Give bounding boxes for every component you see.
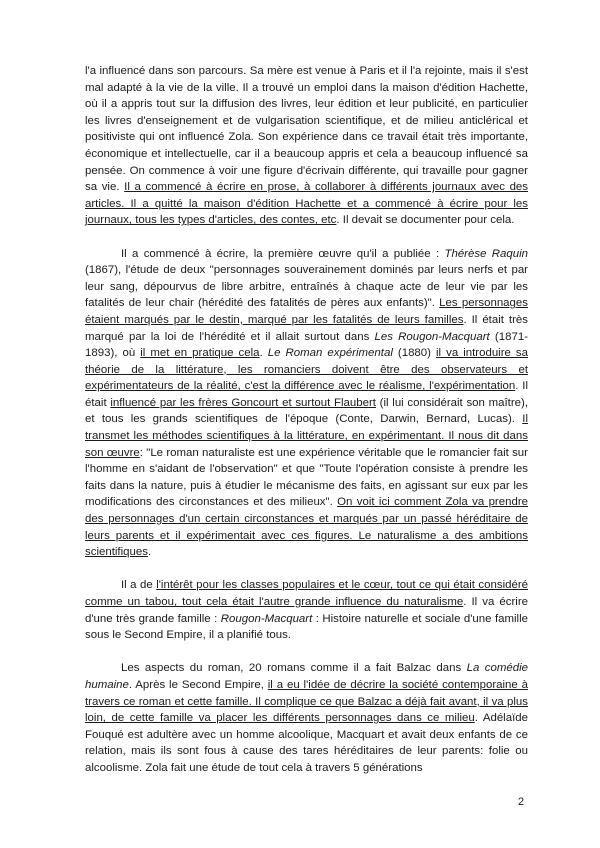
- underlined-passage: l'intérêt pour les classes populaires et le cœur, tout ce qui était considéré comme un tabou, tout cela était l'autre grande influence du naturalisme: [85, 579, 529, 608]
- text-run: l'a influencé dans son parcours. Sa mère est venue à Paris et il l'a rejointe, mais il s'est mal adapté à la vie de la ville. Il a trouvé un emploi dans la maison d'édition Hachette, où il a appris tout sur la diffusion des livres, leur édition et leur publicité, en particulier les livres d'enseignement et de vulgarisation scientifique, et de milieu anticlérical et positiviste qui ont influencé Zola. Son expérience dans ce travail était très importante, économique et intellectuelle, car il a beaucoup appris et cela a beaucoup influencé sa pensée. On commence à voir une figure d'écrivain différente, qui travaille pour gagner sa vie.: [85, 65, 528, 194]
- text-run: (1867), l'étude de deux "personnages souverainement dominés par leurs nerfs et par leur sang, dépourvus de libre arbitre, entraînés à chaque acte de leur vie par les fatalités de leur chair (hérédité des fatalités de pères aux enfants)".: [85, 264, 528, 310]
- text-run: Les aspects du roman, 20 romans comme il a fait Balzac dans: [121, 662, 467, 675]
- underlined-passage: il met en pratique cela: [140, 347, 260, 360]
- text-run: .: [147, 546, 152, 559]
- text-run: : Histoire naturelle et sociale d'une famille sous le Second Empire, il a planifié tous.: [85, 612, 528, 642]
- underlined-passage: Il transmet les méthodes scientifiques à la littérature, en expérimentant. Il nous dit dans son œuvre: [85, 413, 528, 459]
- paragraph-3: [85, 577, 528, 643]
- underlined-passage: il a eu l'idée de décrire la société contemporaine à travers ce roman et cette famille. Il complique ce que Balzac a déjà fait avant, il va plus loin, de cette famille va placer les différents personnages dans ce milieu: [85, 678, 528, 725]
- text-run: Il a de: [121, 579, 157, 592]
- paragraph-2: [85, 246, 528, 561]
- book-title: Rougon-Macquart: [220, 612, 313, 625]
- text-run: : "Le roman naturaliste est une expérience véritable que le romancier fait sur l'homme en s'aidant de l'observation" et que "Toute l'opération consiste à prendre les faits dans la nature, puis à étudier le mécanisme des faits, en agissant sur eux par les modifications des circonstances et des milieux".: [85, 446, 528, 509]
- book-title: Thérèse Raquin: [444, 247, 528, 260]
- paragraph-1: [85, 63, 528, 229]
- book-title: Les Rougon-Macquart: [374, 330, 490, 343]
- text-run: (1871-1893), où: [85, 330, 528, 360]
- text-run: . Il était: [85, 380, 528, 409]
- underlined-passage: Les personnages étaient marqués par le destin, marqué par les fatalités de leurs familles: [85, 297, 528, 326]
- book-title: La comédie humaine: [85, 662, 528, 691]
- text-run: . Il était très marqué par la loi de l'hérédité et il allait surtout dans: [85, 313, 528, 343]
- paragraph-4: [85, 660, 528, 776]
- text-run: . Après le Second Empire,: [128, 678, 268, 691]
- text-run: . Il va écrire d'une très grande famille :: [85, 596, 528, 625]
- underlined-passage: il va introduire sa théorie de la littérature, les romanciers doivent être des observateurs et expérimentateurs de la réalité, c'est la différence avec le réalisme, l'expérimentation: [85, 347, 529, 393]
- text-run: . Il devait se documenter pour cela.: [336, 214, 515, 227]
- text-run: . Adélaïde Fouqué est adultère avec un homme alcoolique, Macquart et avait deux enfants de ce relation, mais ils sont fous à cause des tares héréditaires de leur parents: folie ou alcoolisme. Zola fait une étude de tout cela à travers 5 générations: [85, 712, 528, 774]
- text-run: (il lui considérait son maître), et tous les grands scientifiques de l'époque (Conte, Darwin, Bernard, Lucas).: [85, 396, 528, 426]
- text-run: Il a commencé à écrire, la première œuvre qu'il a publiée :: [121, 247, 445, 260]
- document-page: [85, 63, 528, 777]
- underlined-passage: Il a commencé à écrire en prose, à collaborer à différents journaux avec des articles. Il a quitté la maison d'édition Hachette et a commencé à écrire pour les journaux, tous les types d'articles, des contes, etc: [85, 181, 529, 227]
- underlined-passage: influencé par les frères Goncourt et surtout Flaubert: [110, 396, 376, 409]
- text-run: (1880): [392, 347, 436, 360]
- text-run: .: [259, 347, 268, 360]
- underlined-passage: On voit ici comment Zola va prendre des personnages d'un certain circonstances et marqués par un passé héréditaire de leurs parents et il expérimentait avec ces figures. Le naturalisme a des ambitions scientifiques: [85, 496, 528, 559]
- book-title: Le Roman expérimental: [267, 347, 393, 360]
- page-number: 2: [518, 796, 525, 808]
